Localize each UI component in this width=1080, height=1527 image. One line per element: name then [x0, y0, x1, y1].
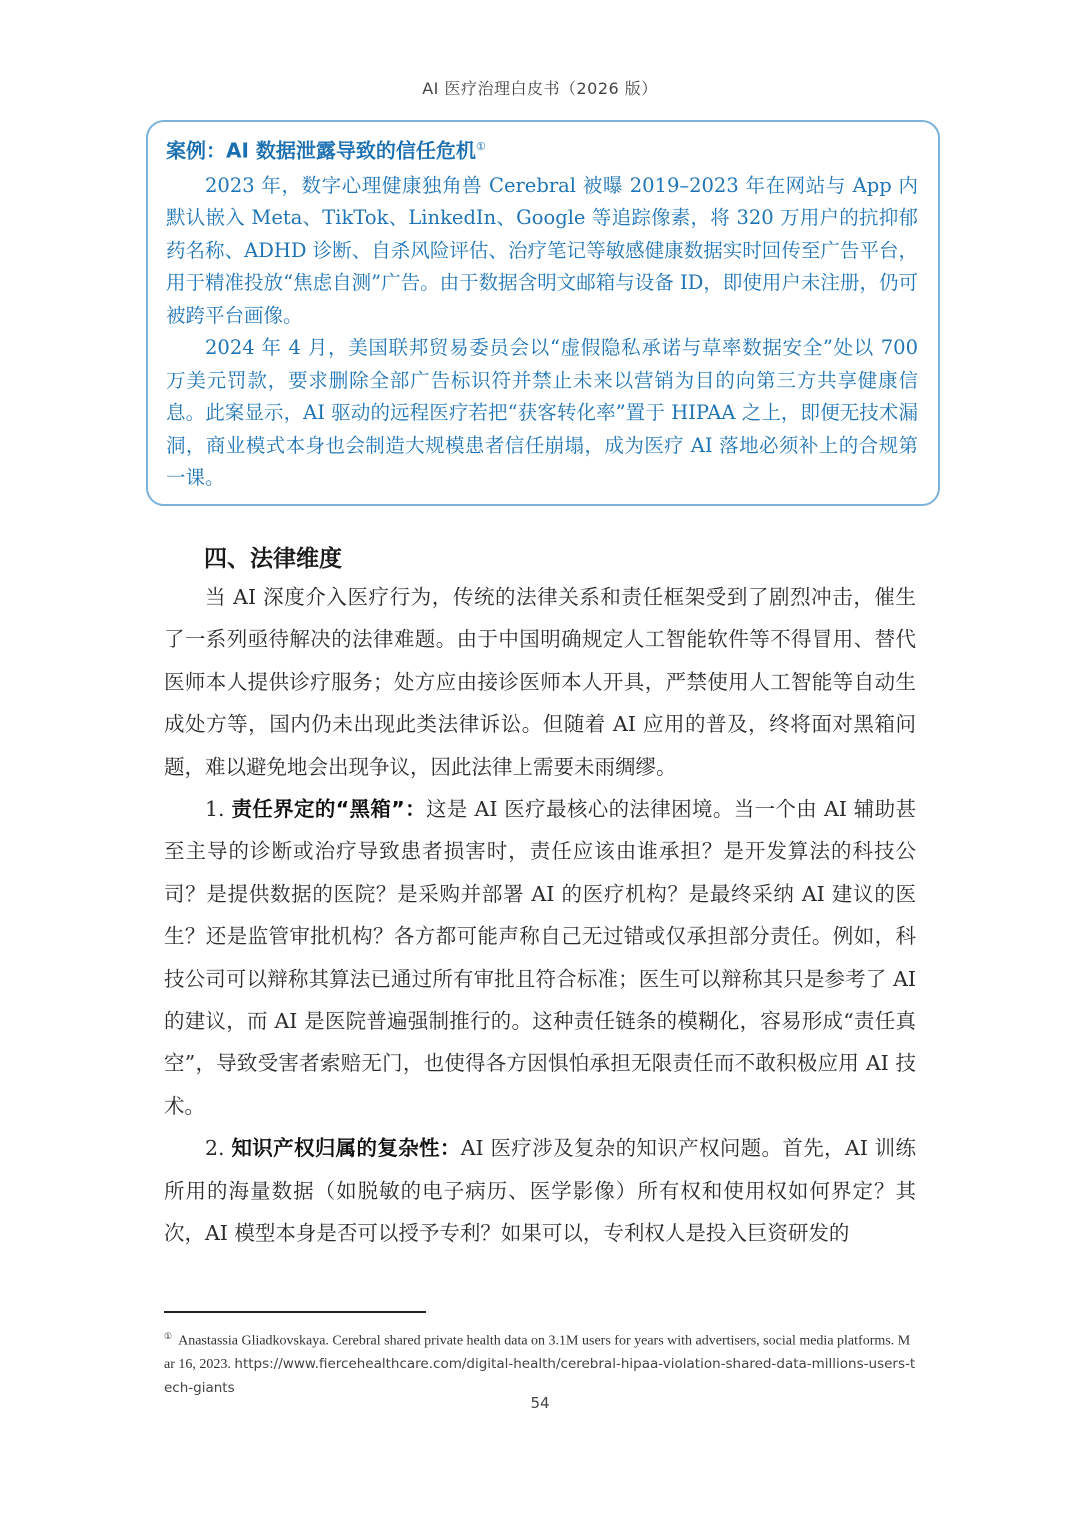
- case-study-paragraph-2: 2024 年 4 月，美国联邦贸易委员会以“虚假隐私承诺与草率数据安全”处以 700 万美元罚款，要求删除全部广告标识符并禁止未来以营销为目的向第三方共享健康信息。此案显示，AI 驱动的远程医疗若把“获客转化率”置于 HIPAA 之上，即便无技术漏洞，商业模式本身也会制造大规模患者信任崩塌，成为医疗 AI 落地必须补上的合规第一课。: [166, 336, 918, 490]
- footnote-reference[interactable]: ①: [475, 140, 486, 153]
- list-item-number: 1.: [205, 797, 225, 822]
- case-study-paragraph-1: 2023 年，数字心理健康独角兽 Cerebral 被曝 2019–2023 年在网站与 App 内默认嵌入 Meta、TikTok、LinkedIn、Google 等追踪像素，将 320 万用户的抗抑郁药名称、ADHD 诊断、自杀风险评估、治疗笔记等敏感健康数据实时回传至广告平台，用于精准投放“焦虑自测”广告。由于数据含明文邮箱与设备 ID，即使用户未注册，仍可被跨平台画像。: [166, 173, 918, 327]
- section-intro-paragraph: 当 AI 深度介入医疗行为，传统的法律关系和责任框架受到了剧烈冲击，催生了一系列亟待解决的法律难题。由于中国明确规定人工智能软件等不得冒用、替代医师本人提供诊疗服务；处方应由接诊医师本人开具，严禁使用人工智能等自动生成处方等，国内仍未出现此类法律诉讼。但随着 AI 应用的普及，终将面对黑箱问题，难以避免地会出现争议，因此法律上需要未雨绸缪。: [164, 585, 916, 779]
- footnote-url-link[interactable]: https://www.fiercehealthcare.com/digital-health/cerebral-hipaa-violation-shared-data-millions-users-tech-giants: [164, 1356, 916, 1396]
- running-header: AI 医疗治理白皮书（2026 版）: [422, 79, 658, 98]
- list-item-text: AI 医疗涉及复杂的知识产权问题。首先，AI 训练所用的海量数据（如脱敏的电子病历、医学影像）所有权和使用权如何界定？其次，AI 模型本身是否可以授予专利？如果可以，专利权人是投入巨资研发的: [164, 1136, 917, 1246]
- list-item: [164, 788, 916, 1127]
- case-study-title-text: 案例：AI 数据泄露导致的信任危机: [166, 138, 476, 163]
- case-study-box: [146, 120, 940, 506]
- list-item-number: 2.: [205, 1136, 225, 1161]
- list-item-text: 这是 AI 医疗最核心的法律困境。当一个由 AI 辅助甚至主导的诊断或治疗导致患者损害时，责任应该由谁承担？是开发算法的科技公司？是提供数据的医院？是采购并部署 AI 的医疗机构？是最终采纳 AI 建议的医生？还是监管审批机构？各方都可能声称自己无过错或仅承担部分责任。例如，科技公司可以辩称其算法已通过所有审批且符合标准；医生可以辩称其只是参考了 AI 的建议，而 AI 是医院普遍强制推行的。这种责任链条的模糊化，容易形成“责任真空”，导致受害者索赔无门，也使得各方因惧怕承担无限责任而不敢积极应用 AI 技术。: [164, 797, 916, 1118]
- footnote-text: Anastassia Gliadkovskaya. Cerebral shared private health data on 3.1M users for years with advertisers, social media platforms. Mar 16, 2023.: [164, 1333, 911, 1373]
- list-item-term: 知识产权归属的复杂性：: [231, 1136, 461, 1161]
- case-study-title: [166, 132, 918, 166]
- list-item-term: 责任界定的“黑箱”：: [231, 797, 426, 822]
- footnote: [164, 1325, 916, 1400]
- page-number: 54: [530, 1394, 550, 1412]
- list-item: [164, 1127, 916, 1254]
- footnote-divider: [164, 1311, 426, 1313]
- section-body: [164, 576, 916, 1255]
- section-heading: 四、法律维度: [204, 546, 342, 572]
- footnote-marker: ①: [164, 1331, 173, 1341]
